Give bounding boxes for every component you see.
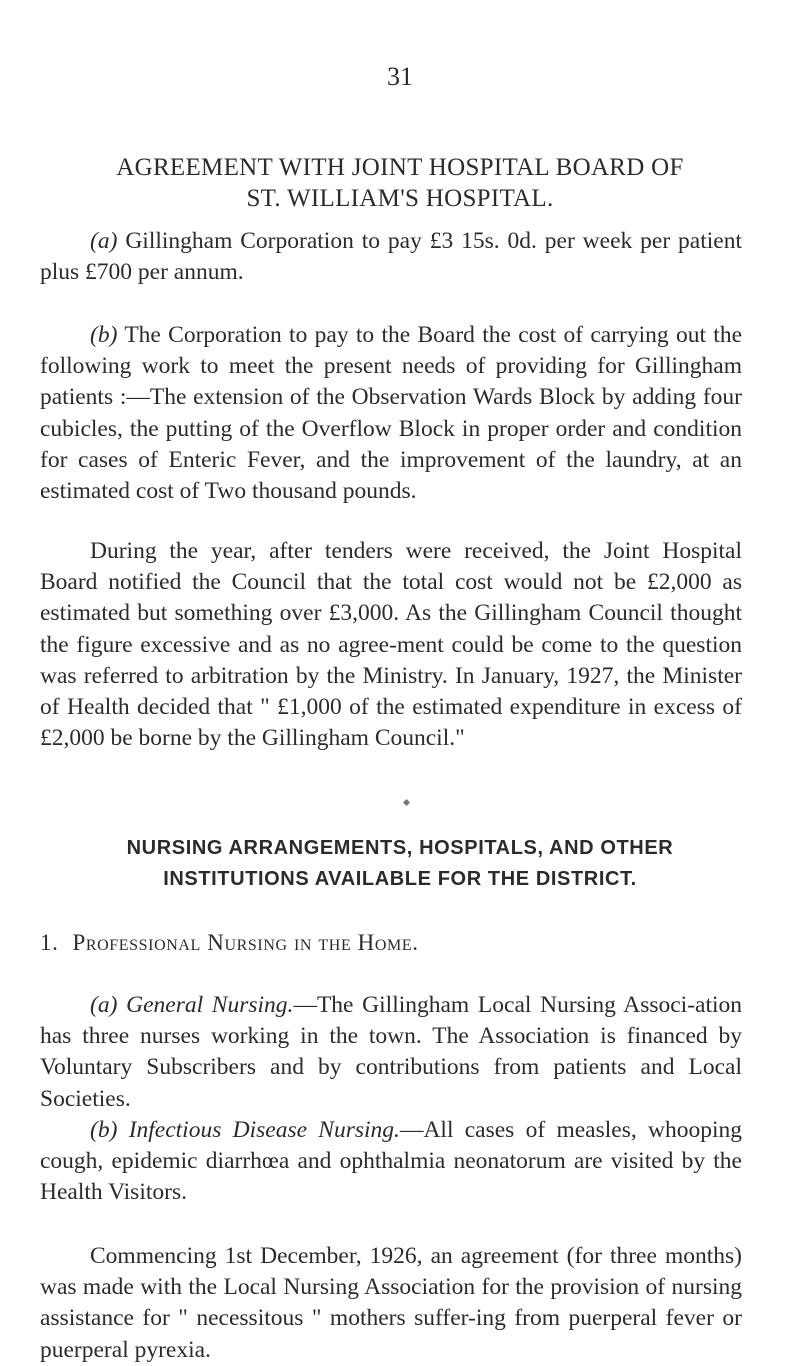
item-a-text: Gillingham Corporation to pay £3 15s. 0d. per week per patient plus £700 per annum. — [40, 228, 743, 286]
nursing-heading-line2: INSTITUTIONS AVAILABLE FOR THE DISTRICT. — [163, 868, 637, 890]
commencing-paragraph: Commencing 1st December, 1926, an agreement (for three months) was made with the Local Nursing Association for the provision of nursing assistance for " necessitous " mothers suffer-ing from puerperal fever or puerperal pyrexia. — [40, 1243, 742, 1363]
item-b-text: The Corporation to pay to the Board the cost of carrying out the following work to meet the present needs of providing for Gillingham patients :—The extension of the Observation Wards Block by adding four cubicles, the putting of the Overflow Block in proper order and condition for cases of Enteric Fever, and the improvement of the laundry, at an estimated cost of Two thousand pounds. — [40, 322, 743, 505]
agreement-heading-line1: AGREEMENT WITH JOINT HOSPITAL BOARD OF — [116, 154, 684, 181]
infectious-nursing-paragraph — [40, 1115, 742, 1209]
agreement-heading-line2: ST. WILLIAM'S HOSPITAL. — [246, 185, 554, 212]
general-nursing-paragraph — [40, 990, 742, 1115]
nursing-heading — [0, 833, 800, 895]
item-a-label: (a) — [90, 228, 118, 254]
ink-speck — [403, 799, 410, 806]
agreement-item-b — [40, 320, 742, 507]
section-title-text: Professional Nursing in the Home. — [72, 930, 419, 955]
infectious-nursing-label: (b) — [90, 1117, 118, 1143]
infectious-nursing-text: —All cases of measles, whooping cough, epidemic diarrhœa and ophthalmia neonatorum are visited by the Health Visitors. — [40, 1117, 742, 1206]
section-number: 1. — [40, 930, 59, 955]
page-number: 31 — [387, 62, 413, 91]
general-nursing-label: (a) — [90, 992, 118, 1018]
agreement-item-a — [40, 226, 742, 288]
infectious-nursing-title: Infectious Disease Nursing. — [128, 1117, 400, 1143]
agreement-heading — [40, 152, 760, 214]
general-nursing-text: —The Gillingham Local Nursing Associ-ation has three nurses working in the town. The Association is financed by Voluntary Subscribers and by contributions from patients and Local Societies. — [40, 992, 743, 1112]
nursing-heading-line1: NURSING ARRANGEMENTS, HOSPITALS, AND OTHER — [126, 837, 674, 859]
item-b-label: (b) — [90, 322, 118, 348]
section-title — [40, 928, 760, 958]
arbitration-paragraph: During the year, after tenders were received, the Joint Hospital Board notified the Council that the total cost would not be £2,000 as estimated but something over £3,000. As the Gillingham Council thought the figure excessive and as no agree-ment could be come to the question was referred to arbitration by the Ministry. In January, 1927, the Minister of Health decided that " £1,000 of the estimated expenditure in excess of £2,000 be borne by the Gillingham Council." — [40, 538, 742, 752]
general-nursing-title: General Nursing. — [126, 992, 294, 1018]
